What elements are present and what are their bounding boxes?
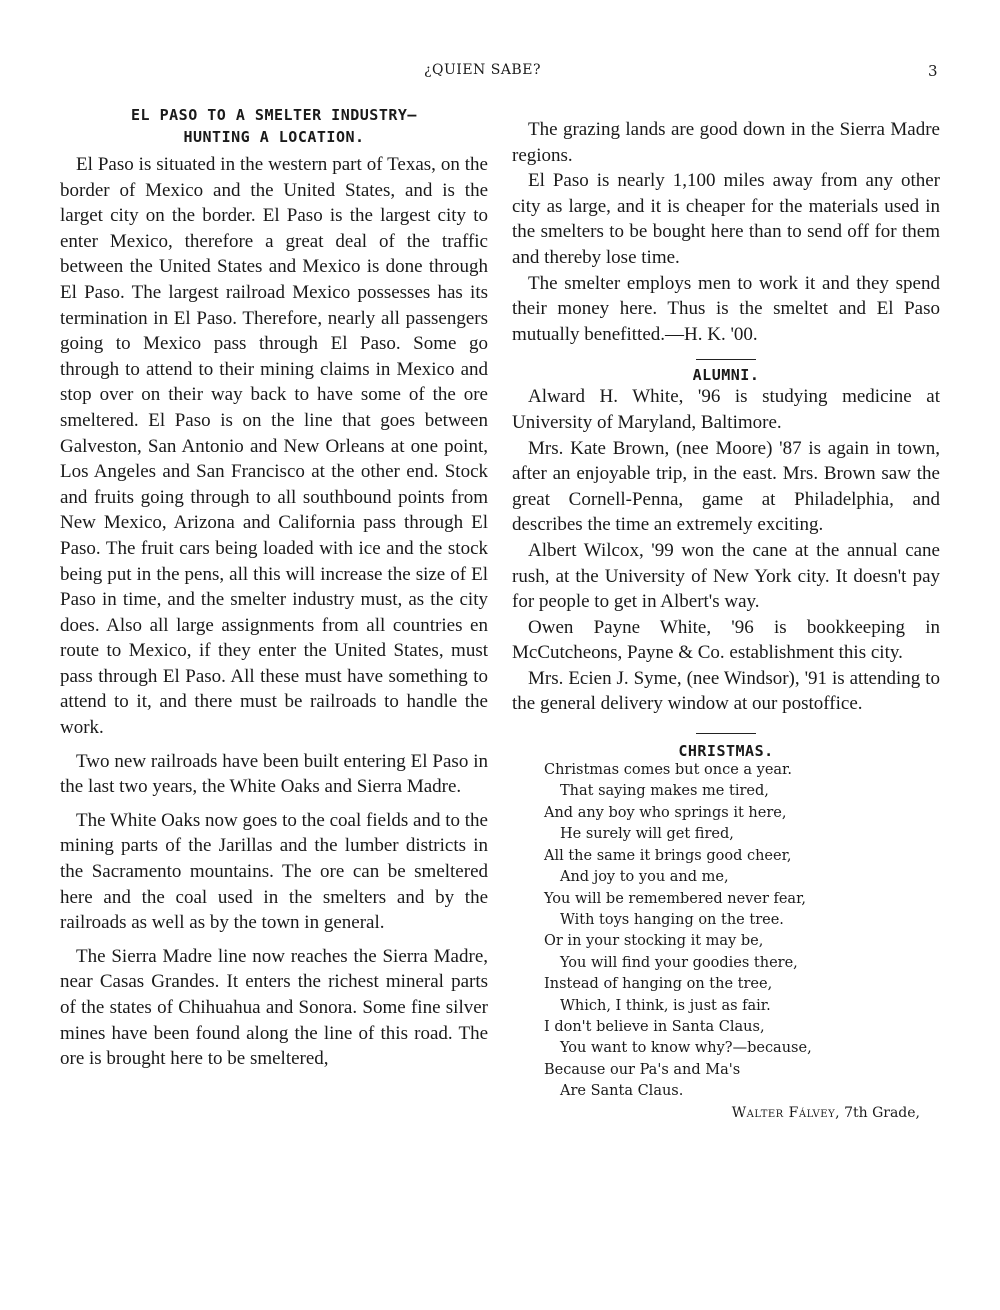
article-heading-line2: HUNTING A LOCATION. — [183, 128, 365, 146]
poem-line: Christmas comes but once a year. — [544, 762, 793, 779]
article-paragraph: Two new railroads have been built entering El Paso in the last two years, the White Oaks and Sierra Madre. — [60, 750, 488, 798]
alumni-entry: Mrs. Ecien J. Syme, (nee Windsor), '91 is attending to the general delivery window at our postoffice. — [512, 667, 940, 715]
poem-byline — [512, 1103, 940, 1123]
article-paragraph: El Paso is nearly 1,100 miles away from any other city as large, and it is cheaper for the materials used in the smelters to be bought here than to send off for them and thereby lose time. — [512, 170, 940, 268]
article-heading — [60, 104, 488, 148]
article-paragraph: The grazing lands are good down in the Sierra Madre regions. — [512, 119, 940, 166]
poem-line: Instead of hanging on the tree, — [544, 976, 773, 993]
poem — [512, 760, 940, 1103]
alumni-entry: Albert Wilcox, '99 won the cane at the annual cane rush, at the University of New York city. It doesn't pay for people to get in Albert's way. — [512, 539, 940, 613]
poem-line: You want to know why?—because, — [560, 1040, 812, 1057]
running-head — [0, 62, 1000, 82]
poem-line: Or in your stocking it may be, — [544, 933, 764, 950]
article-paragraph: The Sierra Madre line now reaches the Sierra Madre, near Casas Grandes. It enters the richest mineral parts of the states of Chihuahua and Sonora. Some fine silver mines have been found along the line of this road. The ore is brought here to be smeltered, — [60, 945, 488, 1070]
poem-line: And any boy who springs it here, — [544, 804, 787, 821]
article-paragraph: The White Oaks now goes to the coal fields and to the mining parts of the Jarillas and the lumber districts in the Sacramento mountains. The ore can be smeltered here and the coal used in the smelters and by the railroads as well as by the town in general. — [60, 809, 488, 934]
poem-line: And joy to you and me, — [560, 869, 729, 886]
alumni-entry: Mrs. Kate Brown, (nee Moore) '87 is again in town, after an enjoyable trip, in the east. Mrs. Brown saw the great Cornell-Penna, game at Philadelphia, and describes the time an extremely exciting. — [512, 437, 940, 536]
article-heading-line1: EL PASO TO A SMELTER INDUSTRY— — [131, 106, 417, 124]
poem-line: He surely will get fired, — [560, 826, 734, 843]
poem-grade: , 7th Grade, — [835, 1104, 920, 1121]
poem-line: You will find your goodies there, — [560, 954, 798, 971]
section-divider — [696, 733, 756, 734]
alumni-heading: ALUMNI. — [692, 366, 760, 385]
poem-line: I don't believe in Santa Claus, — [544, 1018, 765, 1035]
poem-line: That saying makes me tired, — [560, 783, 769, 800]
alumni-entry: Owen Payne White, '96 is bookkeeping in McCutcheons, Payne & Co. establishment this city. — [512, 616, 940, 664]
right-column — [512, 117, 940, 1123]
poem-heading: CHRISTMAS. — [678, 742, 774, 761]
left-column — [60, 104, 488, 1072]
section-divider — [696, 359, 756, 360]
poem-line: With toys hanging on the tree. — [560, 911, 784, 928]
poem-line: Which, I think, is just as fair. — [560, 997, 771, 1014]
poem-line: All the same it brings good cheer, — [544, 847, 792, 864]
article-paragraph: El Paso is situated in the western part of Texas, on the border of Mexico and the United States, and is the larget city on the border. El Paso is the largest city to enter Mexico, therefore a great deal of the traffic between the United States and Mexico is done through El Paso. The largest railroad Mexico possesses has its termination in El Paso. Therefore, nearly all passengers going to Mexico pass through El Paso. Some go through to attend to their mining claims in Mexico and stop over on their way back to have some of the ore smeltered. El Paso is on the line that goes between Galveston, San Antonio and New Orleans at one point, Los Angeles and San Francisco at the other end. Stock and fruits going through to all southbound points from New Mexico, Arizona and California pass through El Paso. The fruit cars being loaded with ice and the stock being put in the pens, all this will increase the size of El Paso in time, and the smelter industry must, as the city does. Also all large assignments from all countries en route to Mexico, if they enter the United States, must pass through El Paso. All these must have something to attend to it, and there must be railroads to handle the work. — [60, 154, 488, 739]
poem-line: Are Santa Claus. — [560, 1083, 684, 1100]
running-title: ¿QUIEN SABE? — [424, 62, 541, 78]
poem-line: Because our Pa's and Ma's — [544, 1061, 741, 1078]
article-paragraph: The smelter employs men to work it and they spend their money here. Thus is the smeltet and El Paso mutually benefitted.—H. K. '00. — [512, 272, 940, 345]
poem-line: You will be remembered never fear, — [544, 890, 807, 907]
alumni-entry: Alward H. White, '96 is studying medicine at University of Maryland, Baltimore. — [512, 386, 940, 433]
poem-author: Walter Fálvey — [731, 1104, 836, 1121]
page-number: 3 — [928, 62, 938, 80]
